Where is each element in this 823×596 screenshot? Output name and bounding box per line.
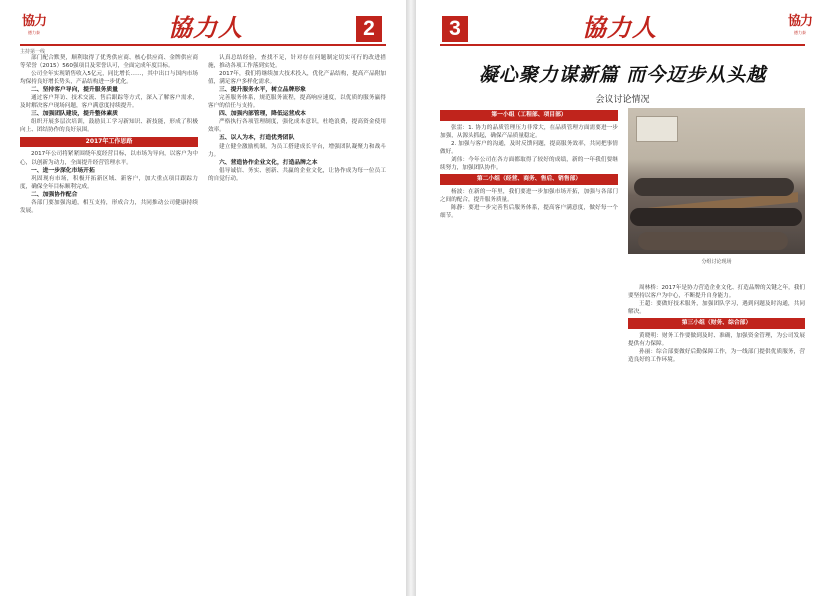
paragraph: 严格执行各项管理制度，强化成本意识，杜绝浪费，提高资金使用效率。	[208, 119, 386, 134]
header-rule	[440, 44, 805, 46]
paragraph: 巩固现有市场，积极开拓新区域、新客户，加大重点项目跟踪力度，确保全年目标顺利完成。	[20, 175, 198, 190]
paragraph: 倡导诚信、务实、创新、共赢的企业文化，让协作成为每一位员工的自觉行动。	[208, 167, 386, 182]
group-banner: 第二小组（经营、商务、售后、销售部）	[440, 174, 618, 185]
feature-headline: 凝心聚力谋新篇 而今迈步从头越	[478, 64, 767, 86]
paragraph: 组织开展多层次培训，鼓励员工学习新知识、新技能，形成了积极向上、团结协作的良好氛围。	[20, 119, 198, 134]
paragraph: 认真总结经验，查找不足，针对存在问题制定切实可行的改进措施，推动各项工作落到实处。	[208, 55, 386, 70]
paragraph: 2017年，我们将继续加大技术投入，优化产品结构，提高产品附加值，满足客户多样化需求。	[208, 71, 386, 86]
page-gutter	[406, 0, 416, 596]
subheading: 五、以人为本，打造优秀团队	[219, 135, 295, 142]
feature-subheadline: 会议讨论情况	[595, 95, 650, 105]
attendees-row	[634, 178, 794, 196]
meeting-photo	[628, 108, 805, 254]
logo	[786, 14, 814, 40]
page-number-badge: 3	[442, 16, 468, 42]
photo-caption: 分组讨论现场	[701, 259, 732, 265]
paragraph: 王超：要做好技术服务，加强团队学习，遇到问题及时沟通，共同解决。	[628, 301, 805, 316]
paragraph: 建立健全激励机制，为员工搭建成长平台，增强团队凝聚力和战斗力。	[208, 143, 386, 158]
page-2	[0, 0, 406, 596]
paragraph: 孙丽：综合部要做好后勤保障工作，为一线部门提供优质服务，营造良好的工作环境。	[628, 349, 805, 364]
header-rule	[20, 44, 386, 46]
page-runner: 主持第一线	[20, 49, 46, 55]
logo-mark: 協力	[21, 14, 46, 29]
paragraph: 杨波：在新的一年里，我们要进一步加强市场开拓，加强与各部门之间的配合，提升服务质量。	[440, 189, 618, 204]
subheading: 一、进一步深化市场开拓	[31, 167, 95, 174]
logo	[20, 14, 48, 40]
paragraph: 2017年公司将紧紧围绕年度经营目标，以市场为导向，以客户为中心，以创新为动力，全面提升经营管理水平。	[20, 151, 198, 166]
subheading: 六、营造协作企业文化，打造品牌之本	[219, 159, 318, 166]
paragraph: 黄晓明：财务工作要做到及时、准确，加强资金管理，为公司发展提供有力保障。	[628, 333, 805, 348]
page-3	[416, 0, 823, 596]
article-column-right	[208, 54, 386, 592]
paragraph: 通过客户拜访、技术交流、售后跟踪等方式，深入了解客户需求，及时解决客户现场问题，客户满意度持续提升。	[20, 95, 198, 110]
logo-mark: 協力	[787, 14, 812, 29]
masthead-title: 協力人	[582, 13, 657, 42]
paragraph: 刘伟：今年公司在各方面都取得了较好的成绩，新的一年我们要继续努力，加强团队协作。	[440, 157, 618, 172]
paragraph: 部门配合默契，顺利取得了优秀供应商、核心供应商、金牌供应商等荣誉（2015）560强项目及荣誉认可，全面完成年度目标。	[20, 55, 198, 70]
paragraph: 公司全年实现销售收入5亿元，同比增长……，其中出口与国内市场均保持良好增长势头，产品结构进一步优化。	[20, 71, 198, 86]
subheading: 三、加强团队建设，提升整体素质	[31, 111, 118, 118]
paragraph: 陈静：要进一步完善售后服务体系，提高客户满意度，做好每一个细节。	[440, 205, 618, 220]
projector-screen	[636, 116, 678, 142]
subheading: 三、提升服务水平，树立品牌形象	[219, 87, 306, 94]
group-banner: 第三小组（财务、综合部）	[628, 318, 805, 329]
subheading: 四、加强内部管理，降低运营成本	[219, 111, 306, 118]
attendees-row	[630, 208, 802, 226]
paragraph: 各部门要加强沟通，相互支持，形成合力，共同推动公司健康持续发展。	[20, 199, 198, 214]
paragraph: 张雷：1. 协力的品质管理压力非常大，在品质管理方面需要进一步加强，从源头抓起，确保产品质量稳定。	[440, 125, 618, 140]
logo-subtitle: 德力泰	[794, 30, 806, 35]
paragraph: 2. 加强与客户的沟通，及时反馈问题，提高服务效率，共同把事情做好。	[440, 141, 618, 156]
subheading: 二、坚持客户导向，提升服务质量	[31, 87, 118, 94]
paragraph: 完善服务体系，规范服务流程，提高响应速度，以优质的服务赢得客户的信任与支持。	[208, 95, 386, 110]
page-number-badge: 2	[356, 16, 382, 42]
subheading: 二、加强协作配合	[31, 191, 78, 198]
group-banner: 第一小组（工程部、项目部）	[440, 110, 618, 121]
article-column-left	[20, 54, 198, 592]
attendees-row	[638, 232, 788, 250]
paragraph: 周林桥：2017年是协力营造企业文化、打造品牌的关键之年，我们要坚持以客户为中心，不断提升自身能力。	[628, 285, 805, 300]
masthead-title: 協力人	[168, 13, 243, 42]
section-banner: 2017年工作思路	[20, 137, 198, 147]
discussion-column-right	[628, 284, 805, 592]
logo-subtitle: 德力泰	[28, 30, 40, 35]
discussion-column-left	[440, 108, 618, 592]
